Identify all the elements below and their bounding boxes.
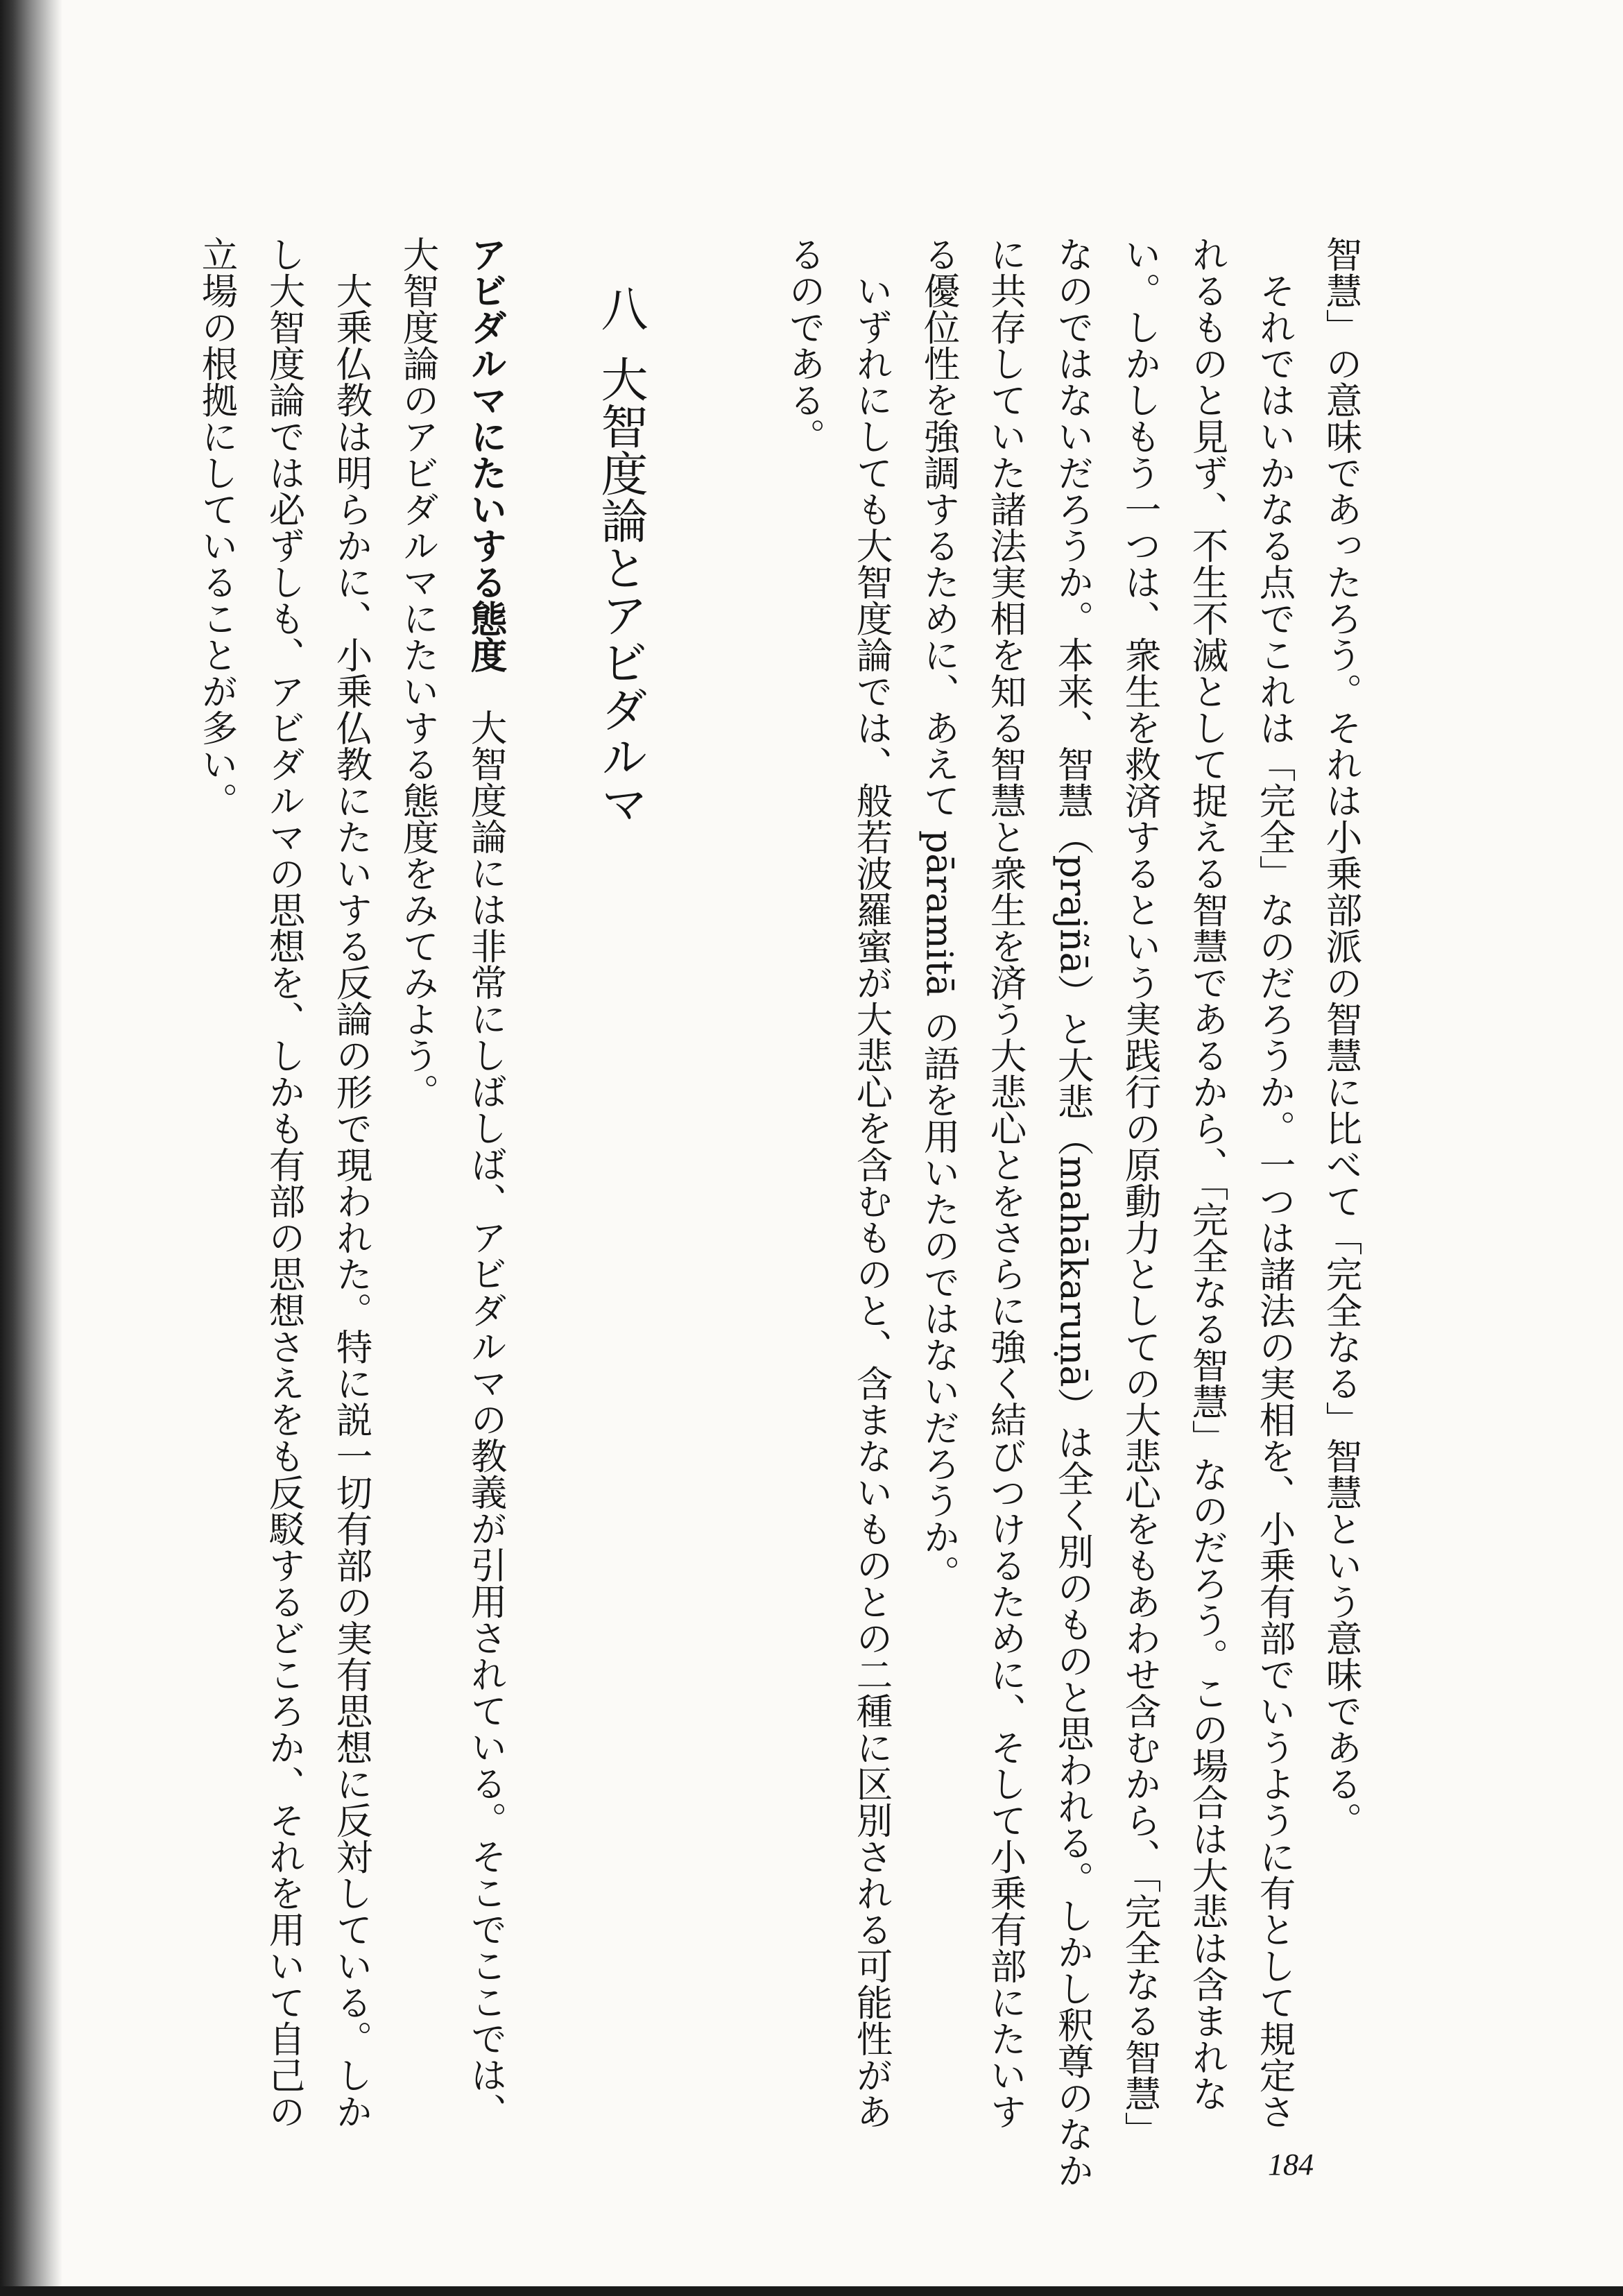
section-title: 大智度論とアビダルマ: [593, 355, 648, 827]
text-column-2: それではいかなる点でこれは「完全」なのだろうか。一つは諸法の実相を、小乗有部でいうように有として規定さ: [1253, 236, 1296, 2130]
text-column-7: る優位性を強調するために、あえて pāramitā の語を用いたのではないだろうか。: [918, 236, 961, 1591]
section-heading: [593, 284, 648, 827]
scan-edge: [0, 2286, 1623, 2296]
text-column-8: いずれにしても大智度論では、般若波羅蜜が大悲心を含むものと、含まないものとの二種に区別される可能性があ: [850, 236, 893, 2130]
text-column-12: 大乗仏教は明らかに、小乗仏教にたいする反論の形で現われた。特に説一切有部の実有思想に反対している。しか: [330, 236, 373, 2130]
section-number: 八: [593, 284, 648, 332]
page-number: 184: [1268, 2148, 1314, 2182]
text-column-4: い。しかしもう一つは、衆生を救済するという実践行の原動力としての大悲心をもあわせ含むから、「完全なる智慧」: [1119, 236, 1162, 2148]
subsection-heading: アビダルマにたいする態度: [465, 236, 508, 673]
text-column-14: 立場の根拠にしていることが多い。: [196, 236, 239, 819]
text-column-13: し大智度論では必ずしも、アビダルマの思想を、しかも有部の思想さえをも反駁するどころか、それを用いて自己の: [263, 236, 306, 2130]
text-column-11: 大智度論のアビダルマにたいする態度をみてみよう。: [397, 236, 440, 1110]
paragraph-first-column: [465, 236, 508, 2130]
paragraph-first-text: 大智度論には非常にしばしば、アビダルマの教義が引用されている。そこでここでは、: [465, 709, 508, 2130]
text-column-3: れるものと見ず、不生不滅として捉える智慧であるから、「完全なる智慧」なのだろう。この場合は大悲は含まれな: [1186, 236, 1229, 2111]
text-column-1: 智慧」の意味であったろう。それは小乗部派の智慧に比べて「完全なる」智慧という意味である。: [1320, 236, 1363, 1838]
text-column-9: るのである。: [783, 236, 826, 454]
book-spine-shadow: [0, 0, 62, 2296]
text-column-6: に共存していた諸法実相を知る智慧と衆生を済う大悲心とをさらに強く結びつけるために、そして小乗有部にたいす: [984, 236, 1027, 2130]
text-column-5: なのではないだろうか。本来、智慧（prajñā）と大悲（mahākaruṇā）は全く別のものと思われる。しかし釈尊のなか: [1051, 236, 1094, 2188]
